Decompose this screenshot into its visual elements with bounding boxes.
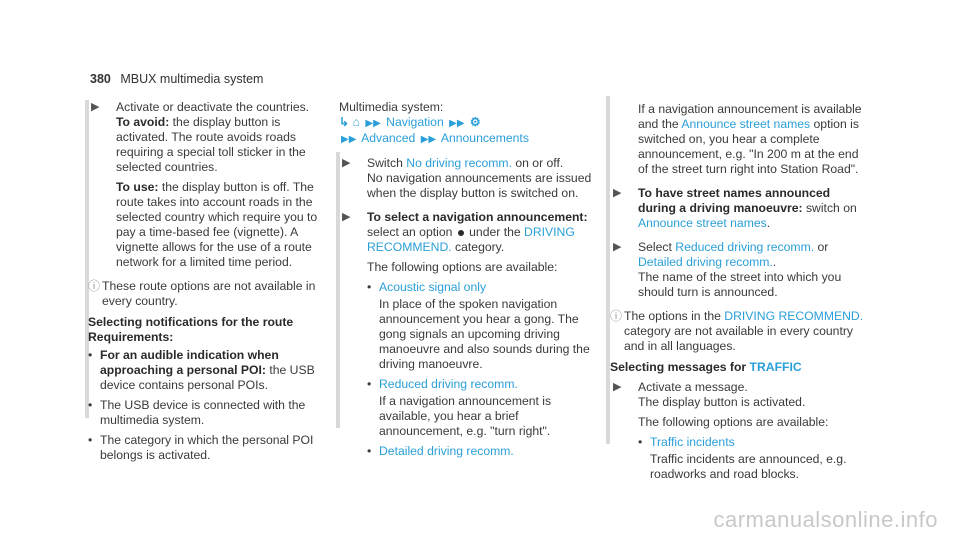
step-text: under the: [469, 225, 521, 239]
info-icon: ⓘ: [88, 279, 101, 293]
option-text: If a navigation announcement is available, you hear a brief announcement, e.g. "turn right".: [379, 394, 552, 438]
requirements-list: [88, 348, 320, 463]
chevron-icon: ▶▶: [449, 118, 465, 129]
avoid-label: To avoid:: [116, 115, 170, 129]
step-activate-message: [610, 380, 870, 482]
step-arrow-icon: ▶: [613, 381, 622, 393]
note: [610, 309, 870, 354]
step-text: Switch: [367, 156, 403, 170]
list-item: • Detailed driving recomm.: [367, 444, 514, 458]
step-activate-countries: [88, 100, 320, 270]
option-text: In place of the spoken navigation announcement you hear a gong. The gong signals an upcoming driving manoeuvre and also sounds during the driving manoeuvre.: [379, 297, 590, 371]
list-item: • The USB device is connected with the multimedia system.: [88, 398, 306, 427]
option-traffic-incidents[interactable]: Traffic incidents: [650, 435, 735, 449]
step-arrow-icon: ▶: [613, 187, 622, 199]
requirement-bold: For an audible indication when approaching a personal POI:: [100, 348, 279, 377]
page-title: MBUX multimedia system: [120, 72, 264, 86]
section-heading: Selecting notifications for the route: [88, 315, 294, 329]
detail-text-pre: If a navigation announcement is available and the: [638, 102, 862, 131]
detail-text-post: option is switched on, you hear a complete announcement, e.g. "In 200 m at the end of the street turn right into Station Road".: [638, 117, 859, 176]
step-arrow-icon: ▶: [613, 241, 622, 253]
step-text: switch on: [805, 201, 857, 215]
step-text: The display button is activated.: [638, 395, 806, 409]
page-header: [90, 72, 263, 87]
step-text: Activate or deactivate the countries.: [116, 100, 310, 114]
avoid-text: the display button is activated. The route avoids roads requiring a special toll sticker in the selected countries.: [116, 115, 306, 174]
step-street-names: [610, 186, 870, 231]
list-item: • Reduced driving recomm. If a navigation announcement is available, you hear a brief announcement, e.g. "turn right".: [367, 377, 597, 439]
column-2: [339, 100, 597, 468]
note-text: category are not available in every country and in all languages.: [624, 324, 853, 353]
page-number: 380: [90, 72, 111, 86]
option-text: Traffic incidents are announced, e.g. roadworks and road blocks.: [650, 452, 847, 481]
step-text: The following options are available:: [367, 260, 558, 274]
chevron-icon: ▶▶: [365, 118, 381, 129]
watermark: carmanualsonline.info: [713, 507, 938, 532]
no-driving-recomm-option[interactable]: No driving recomm.: [406, 156, 512, 170]
column-3: [610, 102, 870, 491]
heading-text: Selecting messages for: [610, 360, 747, 374]
step-text: The name of the street into which you should turn is announced.: [638, 270, 842, 299]
requirement-text: The category in which the personal POI belongs is activated.: [100, 433, 314, 462]
driving-recommend-category[interactable]: DRIVING RECOMMEND.: [367, 225, 575, 254]
list-item: • Traffic incidents Traffic incidents are announced, e.g. roadworks and road blocks.: [638, 435, 870, 482]
detail-text: [610, 102, 870, 177]
step-text: Select: [638, 240, 672, 254]
option-detailed-recomm[interactable]: Detailed driving recomm.: [379, 444, 514, 458]
option-reduced-recomm[interactable]: Reduced driving recomm.: [675, 240, 815, 254]
option-reduced-recomm[interactable]: Reduced driving recomm.: [379, 377, 518, 391]
return-arrow-icon: ↳: [339, 115, 350, 129]
step-switch: [339, 156, 597, 201]
requirement-text: the USB device contains personal POIs.: [100, 363, 315, 392]
option-detailed-recomm[interactable]: Detailed driving recomm.: [638, 255, 773, 269]
use-label: To use:: [116, 180, 159, 194]
step-text: select an option: [367, 225, 453, 239]
step-select-recomm: [610, 240, 870, 300]
list-item: • For an audible indication when approaching a personal POI: the USB device contains personal POIs.: [88, 348, 315, 392]
path-navigation[interactable]: Navigation: [386, 115, 444, 129]
column-1: [88, 100, 320, 468]
step-text: or: [817, 240, 829, 254]
requirements-label: Requirements:: [88, 330, 174, 344]
announce-street-names-option[interactable]: Announce street names: [681, 117, 811, 131]
list-item: • Acoustic signal only In place of the spoken navigation announcement you hear a gong. The gong signals an upcoming driving manoeuvre and also sounds during the driving manoeuvre.: [367, 280, 597, 372]
step-title: To have street names announced during a driving manoeuvre:: [638, 186, 831, 215]
step-arrow-icon: ▶: [342, 211, 351, 223]
path-advanced[interactable]: Advanced: [361, 131, 416, 145]
home-icon[interactable]: ⌂: [352, 115, 360, 129]
step-title: To select a navigation announcement:: [367, 210, 588, 224]
driving-recommend-category[interactable]: DRIVING RECOMMEND.: [724, 309, 864, 323]
note-text: These route options are not available in every country.: [102, 279, 316, 308]
step-text: .: [766, 216, 771, 230]
gear-icon[interactable]: ⚙: [469, 115, 481, 129]
path-announcements[interactable]: Announcements: [440, 131, 529, 145]
option-acoustic-signal[interactable]: Acoustic signal only: [379, 280, 487, 294]
step-select-announcement: [339, 210, 597, 459]
step-text: .: [772, 255, 777, 269]
traffic-category[interactable]: TRAFFIC: [749, 360, 802, 374]
info-icon: ⓘ: [610, 309, 623, 323]
note-text: The options in the: [624, 309, 721, 323]
list-item: • The category in which the personal POI belongs is activated.: [88, 433, 314, 462]
use-text: the display button is off. The route takes into account roads in the selected country which require you to pay a time-based fee (vignette). A vignette allows for the use of a route network for a limited time period.: [116, 180, 318, 269]
path-label: Multimedia system:: [339, 100, 444, 114]
step-text: No navigation announcements are issued when the display button is switched on.: [367, 171, 592, 200]
section-heading: [610, 360, 870, 375]
chevron-icon: ▶▶: [420, 134, 437, 145]
step-text: The following options are available:: [638, 415, 829, 429]
step-text: Activate a message.: [638, 380, 748, 394]
requirement-text: The USB device is connected with the multimedia system.: [100, 398, 306, 427]
step-text: category.: [455, 240, 505, 254]
announce-street-names-option[interactable]: Announce street names: [638, 216, 767, 230]
menu-path: [339, 100, 597, 147]
chevron-icon: ▶▶: [341, 134, 357, 145]
step-text: on or off.: [515, 156, 564, 170]
step-arrow-icon: ▶: [342, 157, 351, 169]
note: [88, 279, 320, 309]
step-arrow-icon: ▶: [91, 101, 100, 113]
radio-icon: [458, 230, 464, 236]
